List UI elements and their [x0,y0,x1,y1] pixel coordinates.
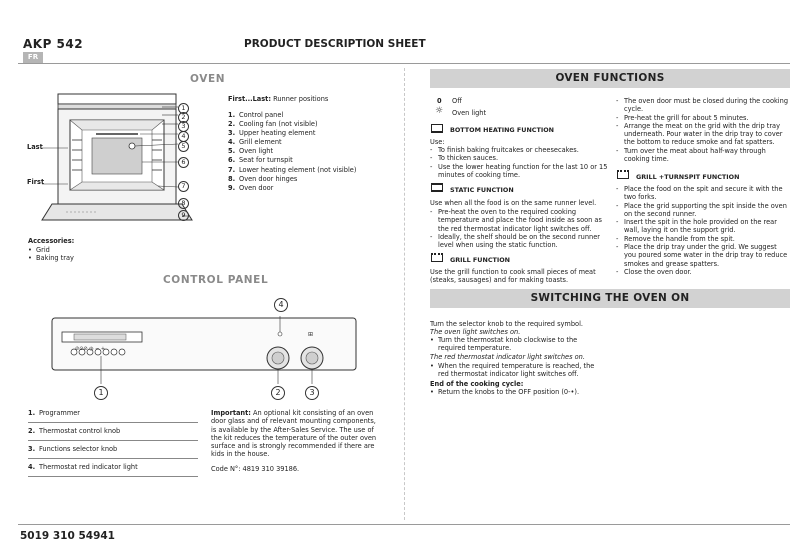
table-row: 4. Thermostat red indicator light [28,460,198,477]
top-divider [18,63,790,64]
callout-2: 2 [178,112,189,123]
list-item: • Grid [28,246,74,254]
list-item: - Pre-heat the grill for about 5 minutes. [616,114,788,122]
runner-note-bold: First...Last: [228,95,271,103]
switching-line-3: The red thermostat indicator light switches on. [430,353,585,361]
grill-intro: Use the grill function to cook small pieces of meat (steaks, sausages) and for making toasts. [430,268,596,285]
static-intro: Use when all the food is on the same runner level. [430,199,597,207]
table-row: 3. Functions selector knob [28,442,198,459]
switching-list-3 [430,388,630,396]
list-item: - Place the drip tray under the grid. We suggest you poured some water in the drip tray to reduce smokes and grease spatters. [616,243,788,268]
list-item: - Use the lower heating function for the last 10 or 15 minutes of cooking time. [430,163,608,180]
list-item: - The oven door must be closed during the cooking cycle. [616,97,788,114]
list-item: - To finish baking fruitcakes or cheesecakes. [430,146,608,154]
callout-9: 9 [178,210,189,221]
table-row: 2. Thermostat control knob [28,424,198,441]
oven-functions-title: OVEN FUNCTIONS [430,69,790,88]
use-label: Use: [430,138,445,146]
list-item: • Baking tray [28,254,74,262]
label-first: First [27,178,45,186]
list-item: 4. Grill element [228,138,282,147]
list-item: • Turn the thermostat knob clockwise to the required temperature. [430,336,606,353]
language-badge: FR [23,52,43,63]
callout-4: 4 [178,131,189,142]
callout-7: 7 [178,181,189,192]
list-item: 1. Control panel [228,111,284,119]
off-label: Off [452,97,462,105]
callout-1: 1 [178,103,189,114]
list-item: - Place the food on the spit and secure it with the two forks. [616,185,788,202]
grill-icon [431,253,443,262]
svg-text:⊞: ⊞ [308,331,314,338]
switching-line-1: Turn the selector knob to the required symbol. [430,320,584,328]
oven-section-title: OVEN [190,73,226,85]
turnspit-list [616,185,788,276]
table-row: 1. Programmer [28,406,198,423]
list-item: - Close the oven door. [616,268,788,276]
list-item: 6. Seat for turnspit [228,156,293,165]
cp-callout-4: 4 [274,298,288,312]
switching-list-2 [430,362,606,379]
grill-title: GRILL FUNCTION [450,256,511,264]
control-panel-title: CONTROL PANEL [163,274,269,286]
label-last: Last [27,143,43,151]
list-item: - Remove the handle from the spit. [616,235,788,243]
important-bold: Important: [211,409,251,417]
list-item: • Return the knobs to the OFF position (0-•). [430,388,630,396]
runner-note-text: Runner positions [270,95,329,103]
column-divider [404,68,405,520]
model-number: AKP 542 [23,37,84,51]
list-item: - Place the grid supporting the spit inside the oven on the second runner. [616,202,788,219]
programmer-icons: ⊘⊙⊘ ◷ − + [75,346,106,352]
light-label: Oven light [452,109,487,117]
oven-parts-list [228,111,356,193]
off-symbol: 0 [437,97,442,105]
list-item: - Ideally, the shelf should be on the second runner level when using the static function. [430,233,610,250]
list-item: 5. Oven light [228,147,274,156]
page-title: PRODUCT DESCRIPTION SHEET [244,38,426,50]
callout-8: 8 [178,198,189,209]
callout-6: 6 [178,157,189,168]
list-item: - Arrange the meat on the grid with the drip tray underneath. Pour water in the drip tray to cover the bottom to reduce smoke and fat spatters. [616,122,788,147]
static-title: STATIC FUNCTION [450,186,514,194]
list-item: 8. Oven door hinges [228,174,298,183]
list-item: 3. Upper heating element [228,129,316,138]
callout-3: 3 [178,121,189,132]
grill-steps-list [616,97,788,163]
switching-line-2: The oven light switches on. [430,328,521,336]
list-item: - Insert the spit in the hole provided on the rear wall, laying it on the support grid. [616,218,788,235]
cp-callout-2: 2 [271,386,285,400]
bottom-heating-icon [431,124,443,133]
list-item: - Pre-heat the oven to the required cooking temperature and place the food inside as soon as the red thermostat indicator light switches off. [430,208,610,233]
list-item: 9. Oven door [228,183,274,192]
static-icon [431,183,443,192]
cp-callout-1: 1 [94,386,108,400]
bottom-divider [18,524,790,525]
important-text: An optional kit consisting of an oven door glass and of relevant mounting components, is available by the After-Sales Service. The use of the kit reduces the temperature of the outer oven surface and is strongly recommended if there are kids in the house. [211,409,377,459]
callout-5: 5 [178,141,189,152]
light-icon: ☼ [435,106,444,116]
document-code: 5019 310 54941 [20,530,115,542]
switching-title: SWITCHING THE OVEN ON [430,289,790,308]
turnspit-title: GRILL +TURNSPIT FUNCTION [636,173,740,181]
accessories-list [28,246,74,263]
end-cycle-title: End of the cooking cycle: [430,380,524,388]
important-note [211,409,383,459]
cp-callout-3: 3 [305,386,319,400]
oven-diagram [22,92,196,224]
accessories-title: Accessories: [28,237,75,245]
bottom-heating-list [430,146,608,179]
list-item: 2. Cooling fan (not visible) [228,120,318,129]
turnspit-icon [617,170,629,179]
list-item: 7. Lower heating element (not visible) [228,165,357,174]
bottom-heating-title: BOTTOM HEATING FUNCTION [450,126,555,134]
list-item: • When the required temperature is reached, the red thermostat indicator light switches off. [430,362,606,379]
code-number: Code N°: 4819 310 39186. [211,465,300,473]
switching-list-1 [430,336,606,353]
static-list [430,208,610,249]
list-item: - To thicken sauces. [430,154,608,162]
list-item: - Turn over the meat about half-way through cooking time. [616,147,788,164]
runner-note [228,95,328,103]
